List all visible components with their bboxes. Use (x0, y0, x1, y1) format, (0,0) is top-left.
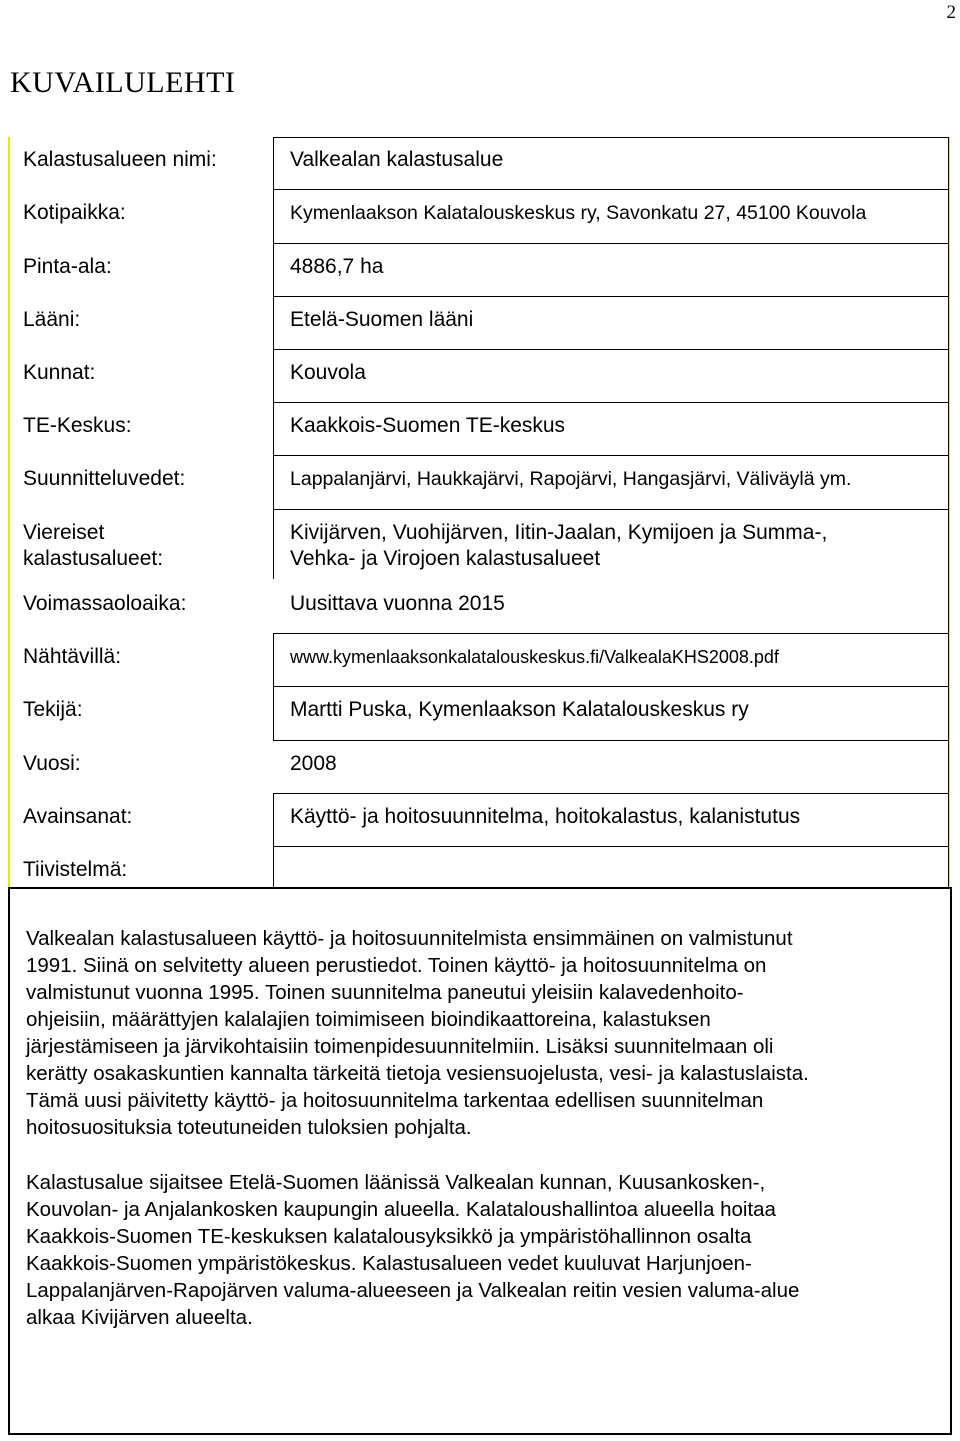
abstract-line: kerätty osakaskuntien kannalta tärkeitä tietoja vesiensuojelusta, vesi- ja kalastuslaista. (26, 1062, 809, 1085)
label-tiivistelma: Tiivistelmä: (23, 858, 128, 881)
abstract-line: Valkealan kalastusalueen käyttö- ja hoitosuunnitelmista ensimmäinen on valmistunut (26, 927, 793, 950)
abstract-line: Kalastusalue sijaitsee Etelä-Suomen läänissä Valkealan kunnan, Kuusankosken-, (26, 1171, 766, 1194)
document-title: KUVAILULEHTI (10, 66, 236, 99)
row-divider (273, 296, 949, 297)
abstract-paragraph-1 (26, 925, 809, 1141)
abstract-line: Kaakkois-Suomen ympäristökeskus. Kalastusalueen vedet kuuluvat Harjunjoen- (26, 1252, 752, 1275)
value-kalastusalueen-nimi: Valkealan kalastusalue (290, 148, 504, 171)
table-right-border (948, 137, 949, 887)
label-nahtavilla: Nähtävillä: (23, 645, 122, 668)
row-divider (273, 740, 949, 741)
abstract-line: Lappalanjärven-Rapojärven valuma-alueeseen ja Valkealan reitin vesien valuma-alue (26, 1279, 800, 1302)
label-viereiset-line-2: kalastusalueet: (23, 547, 164, 570)
value-voimassaoloaika: Uusittava vuonna 2015 (290, 592, 505, 615)
row-divider (273, 189, 949, 190)
row-divider (273, 846, 949, 847)
label-viereiset-kalastusalueet (23, 520, 163, 572)
row-divider (273, 137, 949, 138)
abstract-line: ohjeisiin, määrättyjen kalalajien toimimiseen bioindikaattoreina, kalastuksen (26, 1008, 711, 1031)
abstract-line: Kouvolan- ja Anjalankosken kaupungin alueella. Kalataloushallintoa alueella hoitaa (26, 1198, 776, 1221)
label-avainsanat: Avainsanat: (23, 805, 133, 828)
abstract-line: hoitosuosituksia toteutuneiden tuloksien pohjalta. (26, 1116, 472, 1139)
label-kunnat: Kunnat: (23, 361, 96, 384)
label-pinta-ala: Pinta-ala: (23, 255, 112, 278)
label-viereiset-line-1: Viereiset (23, 521, 105, 544)
value-viereiset-line-2: Vehka- ja Virojoen kalastusalueet (290, 547, 601, 570)
label-suunnitteluvedet: Suunnitteluvedet: (23, 467, 186, 490)
row-divider (273, 455, 949, 456)
value-tekija: Martti Puska, Kymenlaakson Kalatalouskeskus ry (290, 698, 749, 721)
abstract-line: 1991. Siinä on selvitetty alueen perustiedot. Toinen käyttö- ja hoitosuunnitelma on (26, 954, 767, 977)
row-divider (273, 686, 949, 687)
label-te-keskus: TE-Keskus: (23, 414, 132, 437)
value-kotipaikka: Kymenlaakson Kalatalouskeskus ry, Savonkatu 27, 45100 Kouvola (290, 202, 867, 224)
row-divider (273, 349, 949, 350)
row-divider (273, 243, 949, 244)
abstract-line: Tämä uusi päivitetty käyttö- ja hoitosuunnitelma tarkentaa edellisen suunnitelman (26, 1089, 764, 1112)
row-divider (273, 793, 949, 794)
value-suunnitteluvedet: Lappalanjärvi, Haukkajärvi, Rapojärvi, Hangasjärvi, Väliväylä ym. (290, 468, 852, 490)
value-kunnat: Kouvola (290, 361, 366, 384)
value-avainsanat: Käyttö- ja hoitosuunnitelma, hoitokalastus, kalanistutus (290, 805, 801, 828)
label-kotipaikka: Kotipaikka: (23, 201, 126, 224)
row-divider (273, 633, 949, 634)
abstract-line: valmistunut vuonna 1995. Toinen suunnitelma paneutui yleisiin kalavedenhoito- (26, 981, 744, 1004)
column-divider (273, 137, 274, 579)
abstract-box (8, 887, 952, 1435)
value-viereiset-kalastusalueet (290, 520, 827, 572)
value-vuosi: 2008 (290, 752, 337, 775)
label-kalastusalueen-nimi: Kalastusalueen nimi: (23, 148, 217, 171)
row-divider (273, 509, 949, 510)
value-te-keskus: Kaakkois-Suomen TE-keskus (290, 414, 566, 437)
label-voimassaoloaika: Voimassaoloaika: (23, 592, 187, 615)
label-laani: Lääni: (23, 308, 81, 331)
abstract-paragraph-2 (26, 1169, 799, 1331)
page-number: 2 (946, 2, 956, 23)
label-vuosi: Vuosi: (23, 752, 81, 775)
abstract-line: alkaa Kivijärven alueelta. (26, 1306, 253, 1329)
value-pinta-ala: 4886,7 ha (290, 255, 384, 278)
value-nahtavilla-link[interactable]: www.kymenlaaksonkalatalouskeskus.fi/ValkealaKHS2008.pdf (290, 647, 779, 667)
row-divider (273, 402, 949, 403)
value-viereiset-line-1: Kivijärven, Vuohijärven, Iitin-Jaalan, Kymijoen ja Summa-, (290, 521, 828, 544)
description-form (8, 137, 950, 1433)
value-laani: Etelä-Suomen lääni (290, 308, 474, 331)
label-tekija: Tekijä: (23, 698, 83, 721)
column-divider (273, 793, 274, 887)
abstract-line: järjestämiseen ja järvikohtaisiin toimenpidesuunnitelmiin. Lisäksi suunnitelmaan oli (26, 1035, 774, 1058)
abstract-line: Kaakkois-Suomen TE-keskuksen kalatalousyksikkö ja ympäristöhallinnon osalta (26, 1225, 752, 1248)
column-divider (273, 633, 274, 740)
